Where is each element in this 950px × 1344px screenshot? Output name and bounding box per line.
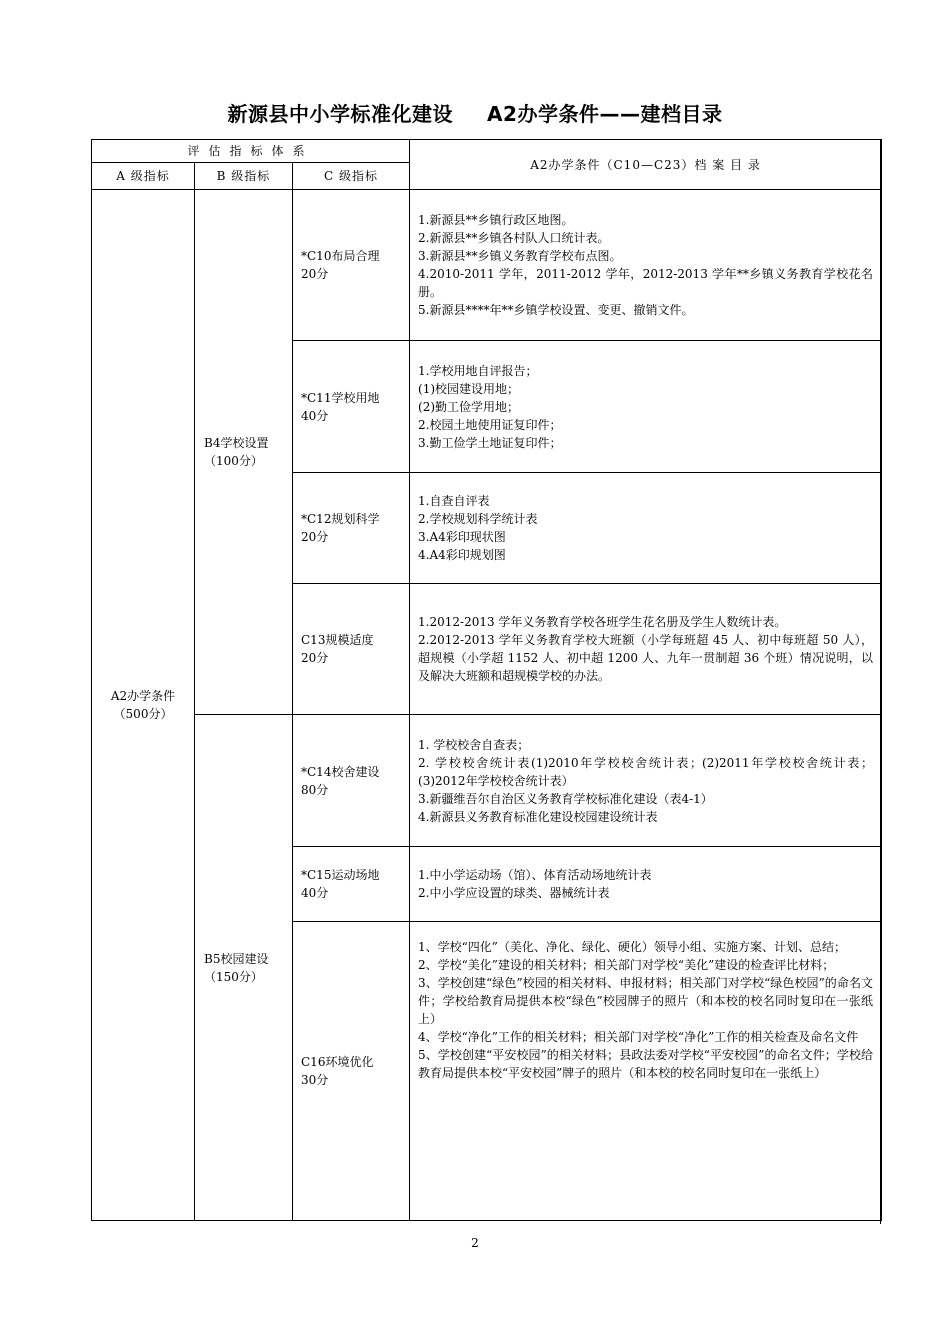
archive-item: 5、学校创建“平安校园”的相关材料；县政法委对学校“平安校园”的命名文件；学校给教育局提供本校“平安校园”牌子的照片（和本校的校名同时复印在一张纸上） [418, 1048, 874, 1080]
archive-item: 5.新源县****年**乡镇学校设置、变更、撤销文件。 [418, 303, 694, 317]
header-c-level: C 级指标 [293, 163, 410, 190]
archive-item: 2、学校“美化”建设的相关材料；相关部门对学校“美化”建设的检查评比材料； [418, 958, 835, 972]
b-level-score: （100分） [204, 454, 263, 468]
archive-items [410, 715, 882, 847]
archive-item: 4、学校“净化”工作的相关材料；相关部门对学校“净化”工作的相关检查及命名文件 [418, 1030, 859, 1044]
archive-item: (1)校园建设用地； [418, 381, 520, 396]
c-level-name: *C15运动场地 [301, 868, 380, 882]
archive-item: 1、学校“四化”（美化、净化、绿化、硬化）领导小组、实施方案、计划、总结； [418, 940, 846, 954]
archive-item: 1.2012-2013 学年义务教育学校各班学生花名册及学生人数统计表。 [418, 615, 787, 629]
b-level-name: B4学校设置 [204, 436, 269, 450]
archive-item: 3、学校创建“绿色”校园的相关材料、申报材料；相关部门对学校“绿色校园”的命名文件；学校给教育局提供本校“绿色”校园牌子的照片（和本校的校名同时复印在一张纸上） [418, 976, 874, 1026]
c-level-cell [293, 847, 410, 922]
c-level-score: 40分 [301, 408, 329, 423]
header-group: 评估指标体系 [92, 140, 410, 163]
table-outer-border [880, 139, 881, 1224]
a-level-score: （500分） [113, 707, 173, 721]
archive-item: 2.校园土地使用证复印件； [418, 417, 562, 432]
c-level-name: *C10布局合理 [301, 249, 380, 263]
archive-item: 3.勤工俭学土地证复印件； [418, 435, 562, 450]
archive-item: 1.中小学运动场（馆）、体育活动场地统计表 [418, 868, 652, 882]
title-right: A2办学条件——建档目录 [487, 102, 723, 126]
archive-table [91, 139, 882, 1221]
archive-item: 3.A4彩印现状图 [418, 530, 506, 544]
a-level-name: A2办学条件 [110, 689, 176, 703]
archive-items [410, 584, 882, 715]
b-level-cell-b5 [195, 715, 293, 1221]
c-level-cell [293, 922, 410, 1221]
c-level-score: 20分 [301, 530, 329, 544]
table-row [92, 190, 882, 341]
archive-item: 1.新源县**乡镇行政区地图。 [418, 213, 574, 227]
archive-item: 4.A4彩印规划图 [418, 548, 506, 562]
archive-item: 2.2012-2013 学年义务教育学校大班额（小学每班超 45 人、初中每班超 50 人），超规模（小学超 1152 人、初中超 1200 人、九年一贯制超 36 个班）情况说明，以及解决大班额和超规模学校的办法。 [418, 633, 874, 683]
c-level-score: 20分 [301, 267, 329, 281]
archive-item: 2.中小学应设置的球类、器械统计表 [418, 886, 610, 900]
c-level-cell [293, 715, 410, 847]
header-a-level: A 级指标 [92, 163, 195, 190]
c-level-name: *C11学校用地 [301, 390, 380, 405]
archive-item: 4.2010-2011 学年，2011-2012 学年，2012-2013 学年**乡镇义务教育学校花名册。 [418, 267, 874, 299]
c-level-score: 40分 [301, 886, 329, 900]
c-level-cell [293, 190, 410, 341]
archive-items [410, 473, 882, 584]
c-level-cell [293, 341, 410, 473]
table-row [92, 715, 882, 847]
header-b-level: B 级指标 [195, 163, 293, 190]
c-level-name: C16环境优化 [301, 1055, 374, 1069]
archive-items [410, 190, 882, 341]
archive-item: 2. 学校校舍统计表(1)2010年学校校舍统计表；(2)2011年学校校舍统计表；(3)2012年学校校舍统计表） [418, 755, 874, 788]
title-left: 新源县中小学标准化建设 [227, 102, 454, 126]
c-level-name: C13规模适度 [301, 633, 374, 647]
b-level-score: （150分） [204, 969, 263, 984]
c-level-cell [293, 473, 410, 584]
c-level-cell [293, 584, 410, 715]
c-level-score: 80分 [301, 782, 329, 797]
archive-item: (2)勤工俭学用地； [418, 399, 520, 414]
b-level-cell-b4 [195, 190, 293, 715]
a-level-cell [92, 190, 195, 1221]
archive-items [410, 922, 882, 1221]
archive-item: 1. 学校校舍自查表； [418, 737, 530, 752]
c-level-score: 30分 [301, 1073, 329, 1087]
archive-items [410, 847, 882, 922]
c-level-score: 20分 [301, 651, 329, 665]
archive-item: 3.新源县**乡镇义务教育学校布点图。 [418, 249, 622, 263]
b-level-name: B5校园建设 [204, 951, 269, 966]
archive-item: 1.学校用地自评报告； [418, 363, 538, 378]
archive-item: 2.学校规划科学统计表 [418, 512, 538, 526]
page-number: 2 [471, 1236, 479, 1250]
header-archive-title: A2办学条件（C10—C23）档 案 目 录 [410, 140, 882, 190]
archive-item: 2.新源县**乡镇各村队人口统计表。 [418, 231, 610, 245]
archive-item: 1.自查自评表 [418, 494, 490, 508]
c-level-name: *C12规划科学 [301, 512, 380, 526]
archive-items [410, 341, 882, 473]
archive-item: 4.新源县义务教育标准化建设校园建设统计表 [418, 809, 658, 824]
archive-item: 3.新疆维吾尔自治区义务教育学校标准化建设（表4-1） [418, 791, 713, 806]
c-level-name: *C14校舍建设 [301, 764, 380, 779]
page-title [0, 98, 950, 127]
